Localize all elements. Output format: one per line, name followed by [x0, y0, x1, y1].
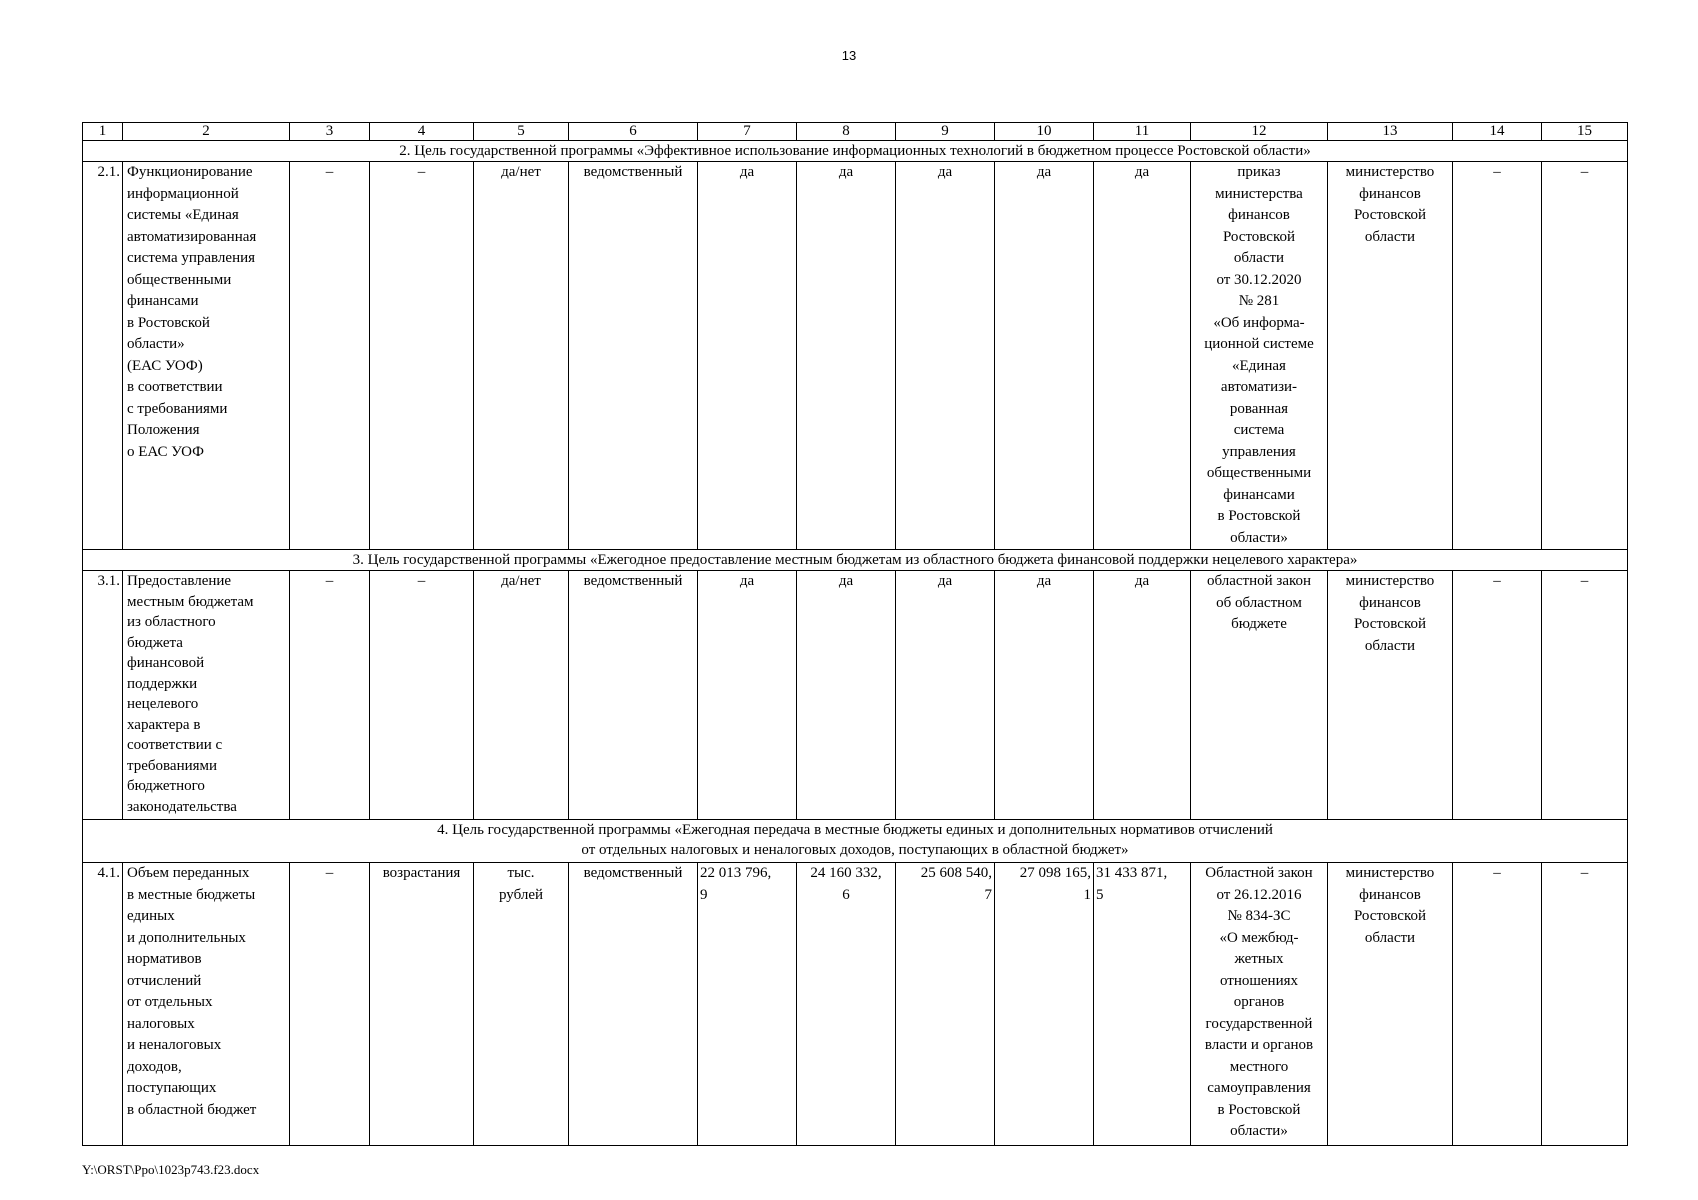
- file-path-footer: Y:\ORST\Ppo\1023p743.f23.docx: [82, 1162, 260, 1177]
- row-number: 2.1.: [83, 162, 123, 550]
- col-num-9: 9: [896, 123, 995, 141]
- cell-c14: –: [1453, 571, 1542, 820]
- col-num-1: 1: [83, 123, 123, 141]
- page-number: 13: [841, 48, 857, 63]
- col-num-11: 11: [1094, 123, 1191, 141]
- cell-type: ведомственный: [569, 162, 698, 550]
- goal-title: 4. Цель государственной программы «Ежегодная передача в местные бюджеты единых и дополнительных нормативов отчислений от отдельных налоговых и неналоговых доходов, поступающих в областной бюджет»: [83, 820, 1628, 863]
- row-number: 4.1.: [83, 863, 123, 1146]
- cell-type: ведомственный: [569, 571, 698, 820]
- cell-value-10: да: [995, 571, 1094, 820]
- goal-title: 3. Цель государственной программы «Ежегодное предоставление местным бюджетам из областного бюджета финансовой поддержки нецелевого характера»: [83, 550, 1628, 571]
- indicator-name: Объем переданных в местные бюджеты единых и дополнительных нормативов отчислений от отдельных налоговых и неналоговых доходов, поступающих в областной бюджет: [123, 863, 290, 1146]
- cell-c15: –: [1542, 571, 1628, 820]
- col-num-7: 7: [698, 123, 797, 141]
- indicator-name: Предоставление местным бюджетам из областного бюджета финансовой поддержки нецелевого характера в соответствии с требованиями бюджетного законодательства: [123, 571, 290, 820]
- cell-legal-basis: Областной закон от 26.12.2016 № 834-ЗС «О межбюд- жетных отношениях органов государственной власти и органов местного самоуправления в Ростовской области»: [1191, 863, 1328, 1146]
- row-number: 3.1.: [83, 571, 123, 820]
- cell-c15: –: [1542, 162, 1628, 550]
- cell-c14: –: [1453, 162, 1542, 550]
- cell-value-8: да: [797, 571, 896, 820]
- indicators-table: [82, 122, 1628, 1146]
- goal-title: 2. Цель государственной программы «Эффективное использование информационных технологий в бюджетном процессе Ростовской области»: [83, 141, 1628, 162]
- cell-value-11: 31 433 871, 5: [1094, 863, 1191, 1146]
- cell-c4: –: [370, 571, 474, 820]
- table-row: [83, 863, 1628, 1146]
- cell-c4: –: [370, 162, 474, 550]
- col-num-4: 4: [370, 123, 474, 141]
- cell-value-7: да: [698, 571, 797, 820]
- cell-value-8: 24 160 332, 6: [797, 863, 896, 1146]
- cell-unit: да/нет: [474, 571, 569, 820]
- col-num-6: 6: [569, 123, 698, 141]
- cell-value-7: да: [698, 162, 797, 550]
- table-row: [83, 571, 1628, 820]
- cell-value-9: 25 608 540, 7: [896, 863, 995, 1146]
- col-num-8: 8: [797, 123, 896, 141]
- col-num-13: 13: [1328, 123, 1453, 141]
- goal-row: [83, 141, 1628, 162]
- cell-c3: –: [290, 571, 370, 820]
- cell-value-8: да: [797, 162, 896, 550]
- cell-unit: тыс. рублей: [474, 863, 569, 1146]
- cell-legal-basis: приказ министерства финансов Ростовской области от 30.12.2020 № 281 «Об информа- ционной системе «Единая автоматизи- рованная система управления общественными финансами в Ростовской области»: [1191, 162, 1328, 550]
- col-num-3: 3: [290, 123, 370, 141]
- cell-responsible: министерство финансов Ростовской области: [1328, 863, 1453, 1146]
- cell-responsible: министерство финансов Ростовской области: [1328, 571, 1453, 820]
- cell-c4: возрастания: [370, 863, 474, 1146]
- col-num-12: 12: [1191, 123, 1328, 141]
- cell-c3: –: [290, 863, 370, 1146]
- table-row: [83, 162, 1628, 550]
- cell-unit: да/нет: [474, 162, 569, 550]
- cell-type: ведомственный: [569, 863, 698, 1146]
- cell-value-10: да: [995, 162, 1094, 550]
- col-num-10: 10: [995, 123, 1094, 141]
- cell-value-9: да: [896, 162, 995, 550]
- cell-responsible: министерство финансов Ростовской области: [1328, 162, 1453, 550]
- col-num-2: 2: [123, 123, 290, 141]
- cell-c3: –: [290, 162, 370, 550]
- cell-value-10: 27 098 165, 1: [995, 863, 1094, 1146]
- goal-row: [83, 550, 1628, 571]
- cell-value-11: да: [1094, 571, 1191, 820]
- col-num-5: 5: [474, 123, 569, 141]
- cell-value-7: 22 013 796, 9: [698, 863, 797, 1146]
- cell-c14: –: [1453, 863, 1542, 1146]
- cell-legal-basis: областной закон об областном бюджете: [1191, 571, 1328, 820]
- col-num-15: 15: [1542, 123, 1628, 141]
- col-num-14: 14: [1453, 123, 1542, 141]
- cell-value-9: да: [896, 571, 995, 820]
- column-number-row: [83, 123, 1628, 141]
- cell-value-11: да: [1094, 162, 1191, 550]
- cell-c15: –: [1542, 863, 1628, 1146]
- goal-row: [83, 820, 1628, 863]
- indicator-name: Функционирование информационной системы «Единая автоматизированная система управления общественными финансами в Ростовской области» (ЕАС УОФ) в соответствии с требованиями Положения о ЕАС УОФ: [123, 162, 290, 550]
